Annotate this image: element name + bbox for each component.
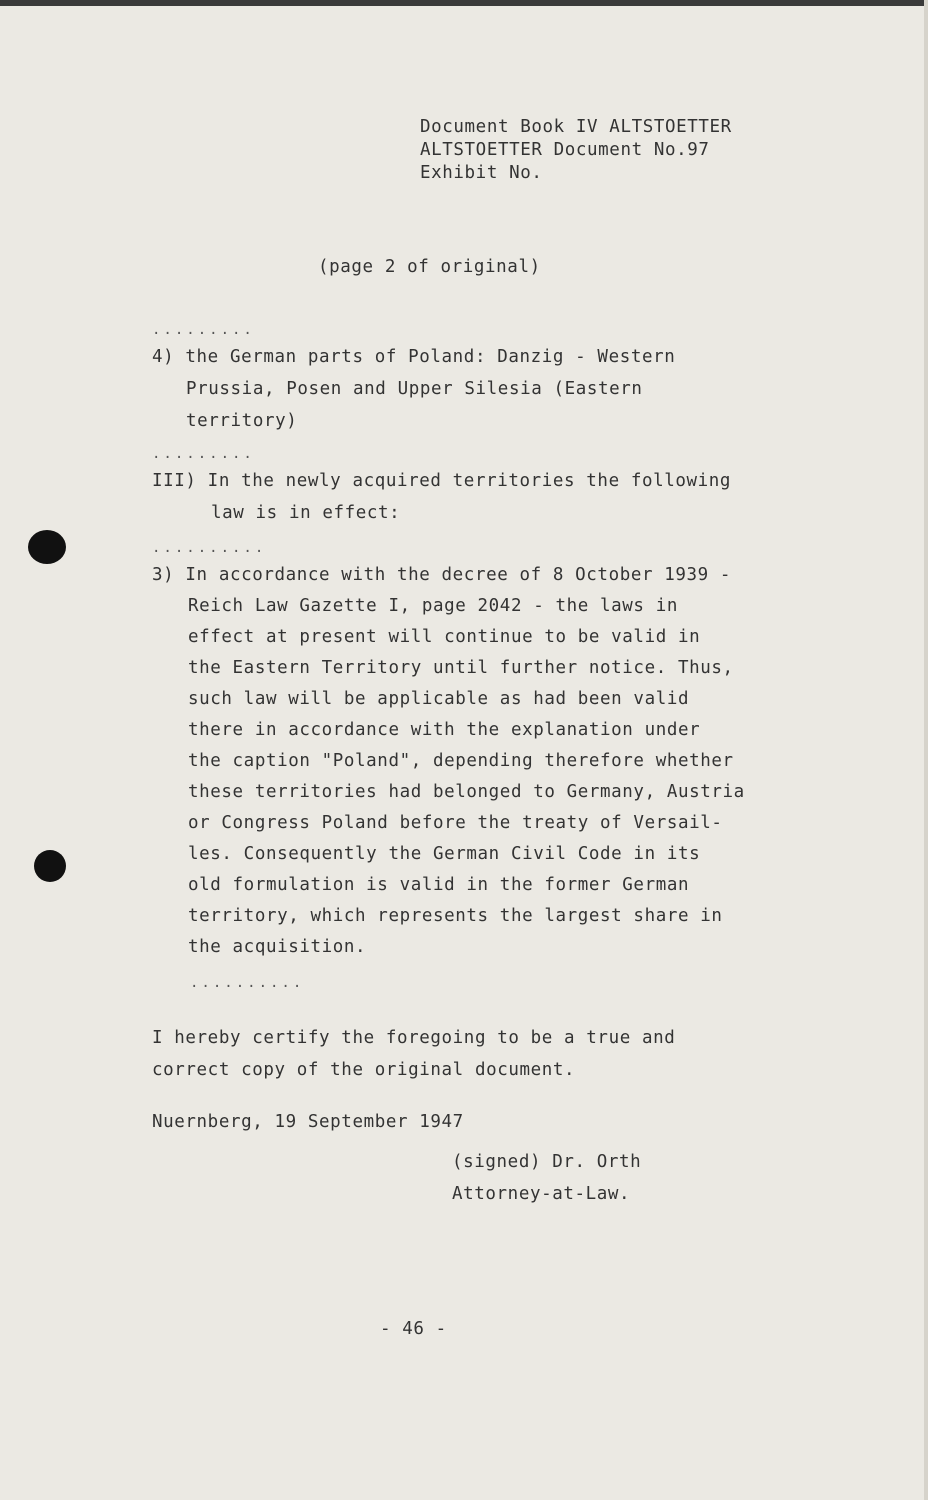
ellipsis-4: .......... <box>190 975 305 991</box>
item3-line-2: Reich Law Gazette I, page 2042 - the laws in <box>188 596 678 616</box>
item3-roman-line-1: III) In the newly acquired territories the following <box>152 471 732 491</box>
item3-roman-line-2: law is in effect: <box>211 503 401 523</box>
place-date: Nuernberg, 19 September 1947 <box>152 1112 464 1132</box>
page-note: (page 2 of original) <box>318 257 541 277</box>
ellipsis-2: ......... <box>152 446 255 462</box>
punch-hole-bottom <box>34 850 66 882</box>
page-top-edge <box>0 0 928 6</box>
item3-line-11: old formulation is valid in the former German <box>188 875 690 895</box>
item3-line-3: effect at present will continue to be valid in <box>188 627 701 647</box>
item3-line-10: les. Consequently the German Civil Code in its <box>188 844 701 864</box>
certification-line-1: I hereby certify the foregoing to be a true and <box>152 1028 676 1048</box>
item3-line-6: there in accordance with the explanation under <box>188 720 701 740</box>
item3-line-9: or Congress Poland before the treaty of Versail- <box>188 813 723 833</box>
item3-line-13: the acquisition. <box>188 937 367 957</box>
header-line-1: Document Book IV ALTSTOETTER <box>420 117 732 137</box>
item3-line-1: 3) In accordance with the decree of 8 October 1939 - <box>152 565 732 585</box>
item3-line-7: the caption "Poland", depending therefore whether <box>188 751 734 771</box>
item4-line-2: Prussia, Posen and Upper Silesia (Eastern <box>186 379 643 399</box>
item3-line-12: territory, which represents the largest share in <box>188 906 723 926</box>
header-line-2: ALTSTOETTER Document No.97 <box>420 140 710 160</box>
item3-line-8: these territories had belonged to Germany, Austria <box>188 782 745 802</box>
signature-line-2: Attorney-at-Law. <box>452 1184 631 1204</box>
page-number: - 46 - <box>380 1319 447 1339</box>
punch-hole-top <box>28 530 66 564</box>
ellipsis-3: .......... <box>152 540 267 556</box>
certification-line-2: correct copy of the original document. <box>152 1060 576 1080</box>
item3-line-5: such law will be applicable as had been valid <box>188 689 690 709</box>
header-line-3: Exhibit No. <box>420 163 543 183</box>
ellipsis-1: ......... <box>152 322 255 338</box>
signature-line-1: (signed) Dr. Orth <box>452 1152 642 1172</box>
item4-line-1: 4) the German parts of Poland: Danzig - Western <box>152 347 676 367</box>
page-right-edge <box>924 0 928 1500</box>
item4-line-3: territory) <box>186 411 298 431</box>
item3-line-4: the Eastern Territory until further notice. Thus, <box>188 658 734 678</box>
